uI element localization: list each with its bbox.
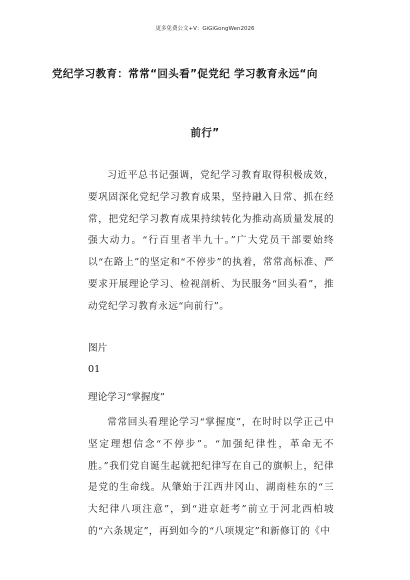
picture-label: 图片 (88, 343, 108, 354)
section-title: 理论学习“掌握度” (88, 392, 165, 403)
document-title-line-1: 党纪学习教育：常常“回头看”促党纪 学习教育永远“向 (52, 68, 318, 80)
document-title-line-2: 前行” (190, 127, 220, 139)
header-note: 更多免费公文+V：GiGiGongWen2026 (155, 26, 255, 32)
body-paragraph-1: 习近平总书记强调，党纪学习教育取得积极成效，要巩固深化党纪学习教育成果，坚持融入日常、抓在经常，把党纪学习教育成果持续转化为推动高质量发展的强大动力。“行百里者半九十。”广大党员干部要始终以“在路上”的坚定和“不停步”的执着，常常高标准、严要求开展理论学习、检视剖析、为民服务“回头看”，推动党纪学习教育永远“向前行”。 (88, 170, 334, 312)
body-paragraph-2: 常常回头看理论学习“掌握度”，在时时以学正己中坚定理想信念“不停步”。“加强纪律性，革命无不胜。”我们党自诞生起就把纪律写在自己的旗帜上，纪律是党的生命线。从肇始于江西井冈山、湖南桂东的“三大纪律八项注意”，到“进京赶考”前立于河北西柏坡的“六条规定”，再到如今的“八项规定”和新修订的《中 (88, 417, 334, 537)
section-number: 01 (88, 364, 101, 375)
